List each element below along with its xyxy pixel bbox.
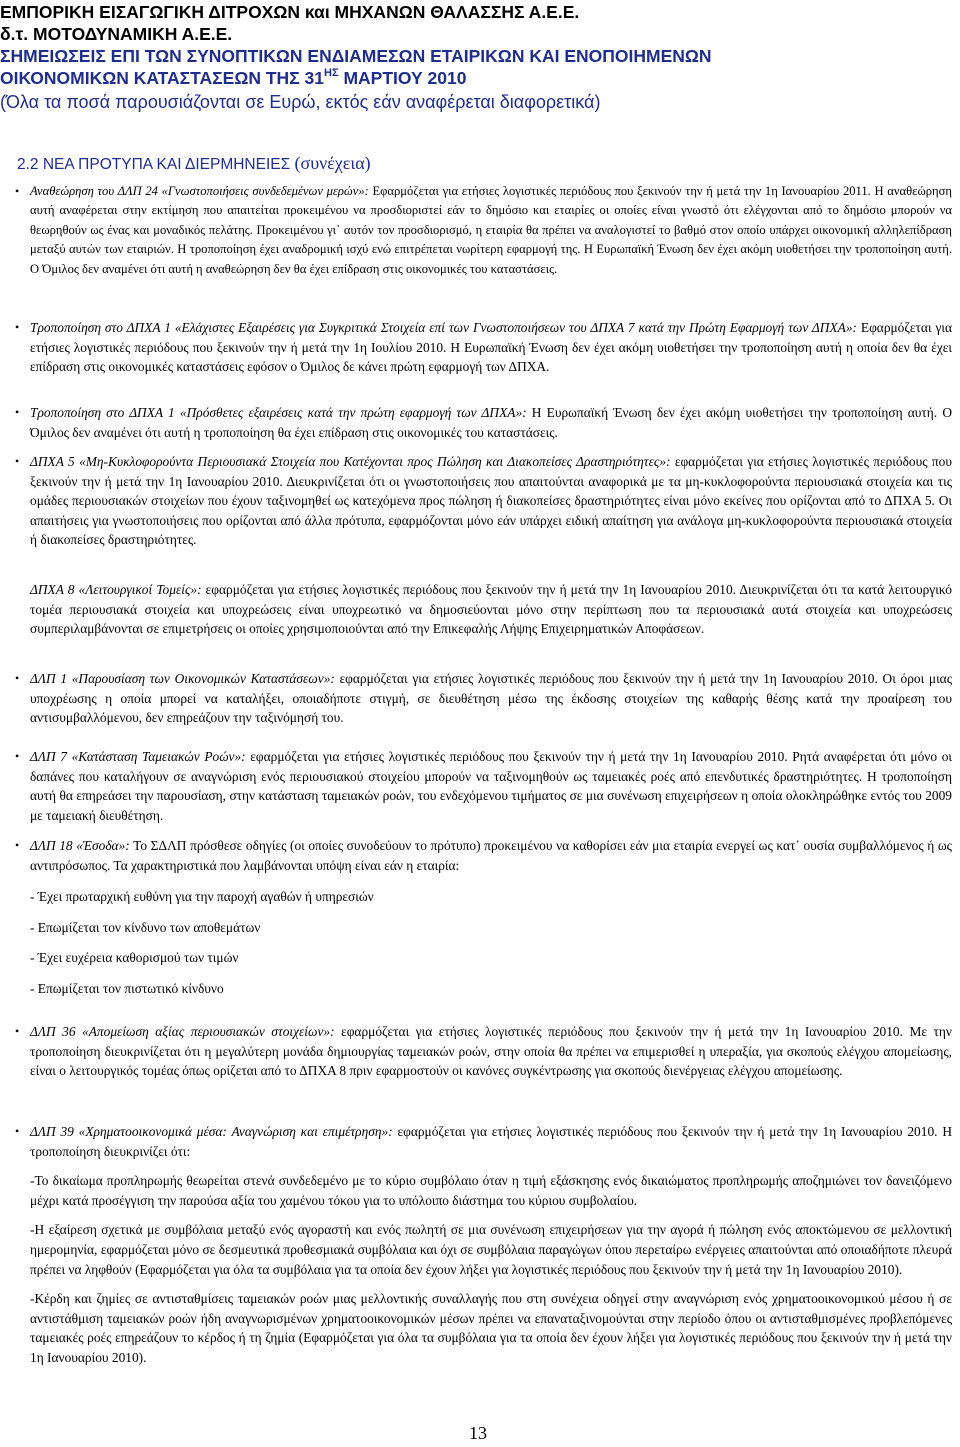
- list-item: ΔΠΧΑ 8 «Λειτουργικοί Τομείς»: εφαρμόζεται για ετήσιες λογιστικές περιόδους που ξεκινούν την ή μετά την 1η Ιανουαρίου 2010. Διευκρινίζεται ότι τα κατά λειτουργικό τομέα περιουσιακά στοιχεία και υποχρεώσεις είναι υποχρεωτικό να δημοσιεύονται μόνο στην περίπτωση που τα περιουσιακά αυτά στοιχεία και υποχρεώσεις συμπεριλαμβάνονται σε επιμετρήσεις οι οποίες χρησιμοποιούνται από την Επικεφαλής Λήψης Επιχειρηματικών Αποφάσεων.: [30, 582, 952, 637]
- page-number: 13: [469, 1423, 487, 1443]
- criteria-item: - Επωμίζεται τον κίνδυνο των αποθεμάτων: [30, 919, 261, 935]
- brand-name: δ.τ. ΜΟΤΟΔΥΝΑΜΙΚΗ Α.Ε.Ε.: [0, 24, 233, 44]
- bullet-icon: •: [15, 671, 20, 685]
- bullet-icon: •: [15, 454, 20, 468]
- list-item: • ΔΛΠ 39 «Χρηματοοικονομικά μέσα: Αναγνώριση και επιμέτρηση»: εφαρμόζεται για ετήσιες λογιστικές περιόδους που ξεκινούν την ή μετά την 1η Ιανουαρίου 2010. Η τροποποίηση διευκρινίζει ότι: -Το δικαίωμα προπληρωμής θεωρείται στενά συνδεδεμένο με το κύριο συμβόλαιο όταν η τιμή εξάσκησης ενός δικαιώματος προπληρωμής αποζημιώνει τον δανειζόμενο μέχρι κατά προσέγγιση την παρούσα αξία του χαμένου τόκου για το υπόλοιπο διάστημα του κύριου συμβολαίου. -Η εξαίρεση σχετικά με συμβόλαια μεταξύ ενός αγοραστή και ενός πωλητή σε μια συνένωση επιχειρήσεων για την αγορά ή πώληση ενός αποκτώμενου σε μελλοντική ημερομηνία, εφαρμόζεται μόνο σε δεσμευτικά προθεσμιακά συμβόλαια και όχι σε συμβόλαια παραγώγων όπου περεταίρω ενέργειες απαιτούνται από οποιαδήποτε πλευρά πρέπει να ληφθούν (Εφαρμόζεται για όλα τα συμβόλαια για τα οποία δεν έχουν λήξει για λογιστικές περιόδους που ξεκινούν την ή μετά την 1η Ιανουαρίου 2010). -Κέρδη και ζημίες σε αντισταθμίσεις ταμειακών ροών μιας μελλοντικής συναλλαγής που στη συνέχεια οδηγεί στην αναγνώριση ενός χρηματοοικονομικού μέσου ή σε αντιστάθμιση ταμειακών ροών ήδη αναγνωρισμένων χρηματοοικονομικών μέσων πρέπει να επαναταξινομούνται στην περίοδο όπου οι αντισταθμισμένες προβλεπόμενες ταμειακές ροές επηρεάζουν το κέρδος ή τη ζημία (Εφαρμόζεται για όλα τα συμβόλαια για τα οποία δεν έχουν λήξει για λογιστικές περιόδους που ξεκινούν την ή μετά την 1η Ιανουαρίου 2010).: [30, 1122, 952, 1368]
- list-item: • ΔΛΠ 36 «Απομείωση αξίας περιουσιακών στοιχείων»: εφαρμόζεται για ετήσιες λογιστικές περιόδους που ξεκινούν την ή μετά την 1η Ιανουαρίου 2010. Με την τροποποίηση διευκρινίζεται ότι η μεγαλύτερη μονάδα δημιουργίας ταμειακών ροών, στην οποία θα πρέπει να επιμερισθεί η υπεραξία, για σκοπούς ελέγχου απομείωσης, είναι ο λειτουργικός τομέας όπως ορίζεται από το ΔΠΧΑ 8 πριν εφαρμοστούν οι κανόνες συγκέντρωσης για σκοπούς διενέργειας ελέγχου απομείωσης.: [15, 1024, 952, 1079]
- bullet-icon: •: [15, 405, 20, 419]
- currency-note: (Όλα τα ποσά παρουσιάζονται σε Ευρώ, εκτός εάν αναφέρεται διαφορετικά): [0, 92, 601, 112]
- list-item: • Αναθεώρηση του ΔΛΠ 24 «Γνωστοποιήσεις συνδεδεμένων μερών»: Εφαρμόζεται για ετήσιες λογιστικές περιόδους που ξεκινούν την ή μετά την 1η Ιανουαρίου 2011. Η αναθεώρηση αυτή αναφέρεται στην εκτίμηση που απαιτείται προκειμένου να προσδιοριστεί εάν το δημόσιο και εταιρίες οι οποίες είναι γνωστό ότι ελέγχονται από το δημόσιο μπορούν να θεωρηθούν ως ένας και μοναδικός πελάτης. Προκειμένου γι᾽ αυτόν τον προσδιορισμό, η εταιρία θα πρέπει να αναλογιστεί το βαθμό στον οποίο υπάρχει οικονομική αλληλεπίδραση μεταξύ αυτών των εταιριών. Η τροποποίηση έχει αναδρομική ισχύ ενώ επιτρέπεται νωρίτερη εφαρμογή της. Η Ευρωπαϊκή Ένωση δεν έχει ακόμη υιοθετήσει την τροποποίηση αυτή. Ο Όμιλος δεν αναμένει ότι αυτή η αναθεώρηση δεν θα έχει επίδραση στις οικονομικές του καταστάσεις.: [15, 184, 952, 276]
- list-item: • Τροποποίηση στο ΔΠΧΑ 1 «Ελάχιστες Εξαιρέσεις για Συγκριτικά Στοιχεία επί των Γνωστοποιήσεων του ΔΠΧΑ 7 κατά την Πρώτη Εφαρμογή των ΔΠΧΑ»: Εφαρμόζεται για ετήσιες λογιστικές περιόδους που ξεκινούν την ή μετά την 1η Ιουλίου 2010. Η Ευρωπαϊκή Ένωση δεν έχει ακόμη υιοθετήσει την τροποποίηση αυτή η οποία δεν θα έχει επίδραση στις οικονομικές καταστάσεις εφόσον ο Όμιλος δε κάνει πρώτη εφαρμογή των ΔΠΧΑ.: [15, 320, 952, 375]
- company-name: ΕΜΠΟΡΙΚΗ ΕΙΣΑΓΩΓΙΚΗ ΔΙΤΡΟΧΩΝ και ΜΗΧΑΝΩΝ ΘΑΛΑΣΣΗΣ Α.Ε.Ε.: [0, 2, 580, 22]
- list-item: • Τροποποίηση στο ΔΠΧΑ 1 «Πρόσθετες εξαιρέσεις κατά την πρώτη εφαρμογή των ΔΠΧΑ»: Η Ευρωπαϊκή Ένωση δεν έχει ακόμη υιοθετήσει την τροποποίηση αυτή. Ο Όμιλος δεν αναμένει ότι αυτή η τροποποίηση θα έχει επίδραση στις οικονομικές του καταστάσεις.: [15, 405, 952, 440]
- bullet-icon: •: [15, 838, 20, 852]
- list-item: • ΔΛΠ 18 «Έσοδα»: Το ΣΔΛΠ πρόσθεσε οδηγίες (οι οποίες συνοδεύουν το πρότυπο) προκειμένου να καθορίσει εάν μια εταιρία ενεργεί ως κατ᾽ ουσία συμβαλλόμενος ή ως αντιπρόσωπος. Τα χαρακτηριστικά που λαμβάνονται υπόψη είναι εάν η εταιρία: - Έχει πρωταρχική ευθύνη για την παροχή αγαθών ή υπηρεσιών - Επωμίζεται τον κίνδυνο των αποθεμάτων - Έχει ευχέρεια καθορισμού των τιμών - Επωμίζεται τον πιστωτικό κίνδυνο: [30, 836, 952, 999]
- clarification-paragraph: -Η εξαίρεση σχετικά με συμβόλαια μεταξύ ενός αγοραστή και ενός πωλητή σε μια συνένωση επιχειρήσεων για την αγορά ή πώληση ενός αποκτώμενου σε μελλοντική ημερομηνία, εφαρμόζεται μόνο σε δεσμευτικά προθεσμιακά συμβόλαια και όχι σε συμβόλαια παραγώγων όπου περεταίρω ενέργειες απαιτούνται από οποιαδήποτε πλευρά πρέπει να ληφθούν (Εφαρμόζεται για όλα τα συμβόλαια για τα οποία δεν έχουν λήξει για λογιστικές περιόδους που ξεκινούν την ή μετά την 1η Ιανουαρίου 2010).: [30, 1222, 952, 1277]
- bullet-icon: •: [15, 184, 20, 198]
- bullet-icon: •: [15, 1124, 20, 1138]
- criteria-item: - Έχει ευχέρεια καθορισμού των τιμών: [30, 950, 239, 966]
- clarification-paragraph: -Κέρδη και ζημίες σε αντισταθμίσεις ταμειακών ροών μιας μελλοντικής συναλλαγής που στη συνέχεια οδηγεί στην αναγνώριση ενός χρηματοοικονομικού μέσου ή σε αντιστάθμιση ταμειακών ροών ήδη αναγνωρισμένων χρηματοοικονομικών μέσων πρέπει να επαναταξινομούνται στην περίοδο όπου οι αντισταθμισμένες προβλεπόμενες ταμειακές ροές επηρεάζουν το κέρδος ή τη ζημία (Εφαρμόζεται για όλα τα συμβόλαια για τα οποία δεν έχουν λήξει για λογιστικές περιόδους που ξεκινούν την ή μετά την 1η Ιανουαρίου 2010).: [30, 1291, 952, 1365]
- bullet-icon: •: [15, 1024, 20, 1038]
- document-title-line-1: ΣΗΜΕΙΩΣΕΙΣ ΕΠΙ ΤΩΝ ΣΥΝΟΠΤΙΚΩΝ ΕΝΔΙΑΜΕΣΩΝ ΕΤΑΙΡΙΚΩΝ ΚΑΙ ΕΝΟΠΟΙΗΜΕΝΩΝ: [0, 46, 712, 66]
- bullet-icon: •: [15, 749, 20, 763]
- list-item: • ΔΠΧΑ 5 «Μη-Κυκλοφορούντα Περιουσιακά Στοιχεία που Κατέχονται προς Πώληση και Διακοπείσες Δραστηριότητες»: εφαρμόζεται για ετήσιες λογιστικές περιόδους που ξεκινούν την ή μετά την 1η Ιανουαρίου 2010. Διευκρινίζεται ότι οι γνωστοποιήσεις που απαιτούνται αναφορικά με τα μη-κυκλοφορούντα περιουσιακά στοιχεία και τις ομάδες περιουσιακών στοιχείων που έχουν ταξινομηθεί ως κατεχόμενα προς πώληση ή διακοπείσες δραστηριότητες είναι μόνο εκείνες που ορίζονται από το ΔΠΧΑ 5. Οι απαιτήσεις για γνωστοποιήσεις που ορίζονται από άλλα πρότυπα, εφαρμόζονται μόνο εάν υπάρχει ειδική απαίτηση για ανάλογα μη-κυκλοφορούντα περιουσιακά στοιχεία ή διακοπείσες δραστηριότητες.: [15, 454, 952, 548]
- document-title-line-2: ΟΙΚΟΝΟΜΙΚΩΝ ΚΑΤΑΣΤΑΣΕΩΝ ΤΗΣ $31^{H\Sigma}$ ΜΑΡΤΙΟΥ 2010: [0, 67, 467, 88]
- section-heading: 2.2 ΝΕΑ ΠΡΟΤΥΠΑ ΚΑΙ ΔΙΕΡΜΗΝΕΙΕΣ (συνέχεια): [17, 153, 371, 173]
- clarification-paragraph: -Το δικαίωμα προπληρωμής θεωρείται στενά συνδεδεμένο με το κύριο συμβόλαιο όταν η τιμή εξάσκησης ενός δικαιώματος προπληρωμής αποζημιώνει τον δανειζόμενο μέχρι κατά προσέγγιση την παρούσα αξία του χαμένου τόκου για το υπόλοιπο διάστημα του κύριου συμβολαίου.: [30, 1173, 952, 1208]
- list-item: • ΔΛΠ 7 «Κατάσταση Ταμειακών Ροών»: εφαρμόζεται για ετήσιες λογιστικές περιόδους που ξεκινούν την ή μετά την 1η Ιανουαρίου 2010. Ρητά αναφέρεται ότι μόνο οι δαπάνες που καταλήγουν σε αναγνώριση ενός περιουσιακού στοιχείου μπορούν να ταξινομηθούν ως ταμειακές ροές από επενδυτικές δραστηριότητες. Η τροποποίηση αυτή θα επηρεάσει την παρουσίαση, στην κατάσταση ταμειακών ροών, του ενδεχόμενου τιμήματος σε μια συνένωση επιχειρήσεων η οποία ολοκληρώθηκε εντός του 2009 με ταμειακή διευθέτηση.: [15, 749, 952, 823]
- criteria-item: - Έχει πρωταρχική ευθύνη για την παροχή αγαθών ή υπηρεσιών: [30, 889, 374, 905]
- bullet-icon: •: [15, 320, 20, 334]
- list-item: • ΔΛΠ 1 «Παρουσίαση των Οικονομικών Καταστάσεων»: εφαρμόζεται για ετήσιες λογιστικές περιόδους που ξεκινούν την ή μετά την 1η Ιανουαρίου 2010. Οι όροι μιας υποχρέωσης η οποία μπορεί να καταλήξει, οποιαδήποτε στιγμή, σε διευθέτηση μέσω της έκδοσης στοιχείων της καθαρής θέσης κατά την προαίρεση του αντισυμβαλλόμενου, δεν επηρεάζουν την ταξινόμησή του.: [15, 671, 952, 726]
- criteria-item: - Επωμίζεται τον πιστωτικό κίνδυνο: [30, 980, 224, 996]
